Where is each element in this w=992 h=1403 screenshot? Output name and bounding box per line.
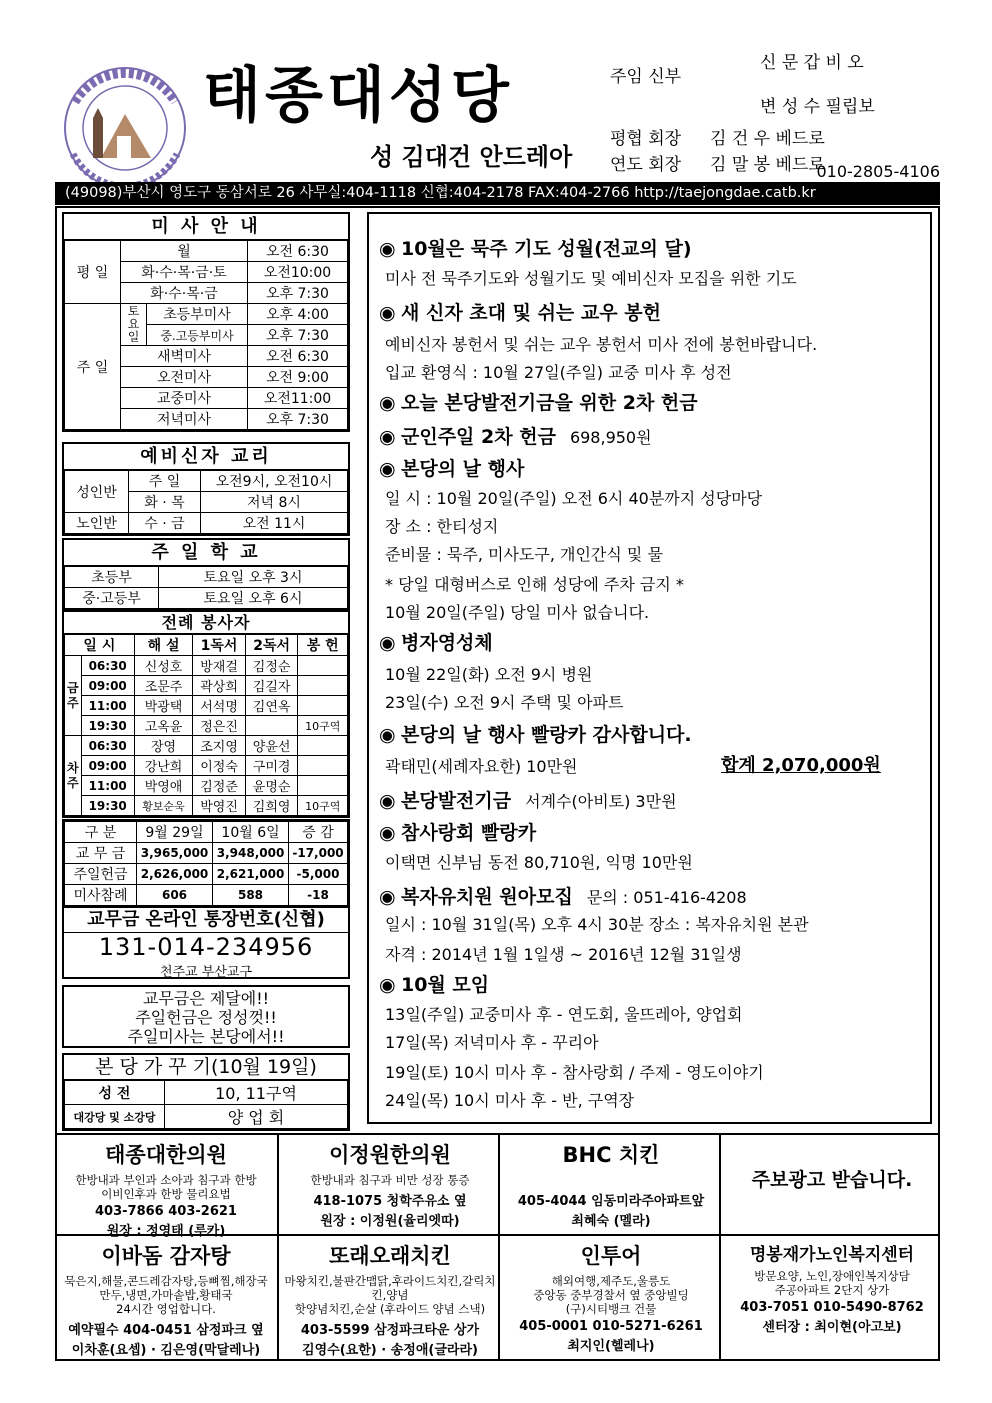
staff-name: 김 말 봉 베드로 bbox=[710, 155, 825, 175]
notice-heading-text: 오늘 본당발전기금을 위한 2차 헌금 bbox=[401, 392, 698, 414]
target-bullet-icon: ◉ bbox=[379, 790, 396, 812]
sunday-label: 주 일 bbox=[65, 304, 121, 430]
decoration-label: 성 전 bbox=[65, 1081, 165, 1105]
ad-box bbox=[279, 1236, 501, 1358]
finance-header: 증 감 bbox=[289, 822, 348, 843]
ad-desc-line: 이비인후과 한방 물리요법 bbox=[101, 1187, 231, 1201]
notice-heading-text: 10월 모임 bbox=[401, 974, 490, 996]
liturgy-cell bbox=[298, 676, 348, 696]
target-bullet-icon: ◉ bbox=[379, 974, 396, 996]
notice-line: 17일(목) 저녁미사 후 - 꾸리아 bbox=[385, 1033, 599, 1052]
mass-schedule bbox=[62, 212, 350, 432]
ad-desc-line: (구)시티뱅크 건물 bbox=[565, 1302, 657, 1316]
notice-heading bbox=[379, 818, 536, 845]
ad-name: 태종대한의원 bbox=[105, 1143, 227, 1167]
target-bullet-icon: ◉ bbox=[379, 238, 396, 260]
contact-phone: 010-2805-4106 bbox=[816, 162, 940, 181]
liturgy-row bbox=[65, 676, 348, 696]
ad-owner: 센터장 : 최이현(아고보) bbox=[762, 1320, 902, 1335]
account-number: 131-014-234956 bbox=[98, 933, 314, 961]
finance-row bbox=[65, 864, 348, 885]
notice-heading-extra: 서계수(아비토) 3만원 bbox=[525, 792, 677, 811]
slogan-box bbox=[62, 985, 350, 1048]
liturgy-cell: 윤명순 bbox=[245, 776, 298, 796]
notice-line: 이택면 신부님 동전 80,710원, 익명 10만원 bbox=[385, 853, 693, 872]
liturgy-row bbox=[65, 736, 348, 756]
liturgy-cell: 김정준 bbox=[193, 776, 246, 796]
ad-desc-line: 만두,냉면,가마솥밥,황태국 bbox=[99, 1288, 233, 1302]
liturgy-cell: 이정숙 bbox=[193, 756, 246, 776]
liturgy-time: 19:30 bbox=[81, 796, 134, 816]
school-group: 초등부 bbox=[65, 567, 159, 588]
liturgy-cell: 강난희 bbox=[134, 756, 193, 776]
church-logo bbox=[55, 62, 205, 190]
ad-name: 인투어 bbox=[580, 1244, 642, 1268]
class-time: 오전9시, 오전10시 bbox=[201, 471, 348, 492]
account-title: 교무금 온라인 통장번호(신협) bbox=[64, 908, 348, 933]
liturgy-cell bbox=[298, 736, 348, 756]
ad-desc-line: 방문요양, 노인,장애인복지상담 bbox=[754, 1269, 910, 1283]
finance-label: 미사참례 bbox=[65, 885, 137, 906]
mass-time: 오후 7:30 bbox=[248, 325, 348, 346]
catechumen-table bbox=[64, 470, 348, 534]
mass-name: 오전미사 bbox=[121, 367, 248, 388]
liturgy-cell: 김연옥 bbox=[245, 696, 298, 716]
liturgy-title: 전례 봉사자 bbox=[64, 612, 348, 634]
mass-name: 중.고등부미사 bbox=[147, 325, 248, 346]
liturgy-cell: 방재걸 bbox=[193, 656, 246, 676]
ad-name: BHC 치킨 bbox=[562, 1143, 660, 1167]
notices-panel bbox=[367, 212, 932, 1124]
ad-box bbox=[55, 1236, 277, 1358]
liturgy-time: 19:30 bbox=[81, 716, 134, 736]
liturgy-cell: 10구역 bbox=[298, 716, 348, 736]
school-time: 토요일 오후 3시 bbox=[159, 567, 348, 588]
saturday-label: 토요일 bbox=[121, 304, 147, 346]
slogan-line: 교무금은 제달에!! bbox=[142, 989, 270, 1008]
decoration-box bbox=[62, 1053, 350, 1131]
mass-name: 초등부미사 bbox=[147, 304, 248, 325]
notice-heading bbox=[379, 234, 692, 261]
target-bullet-icon: ◉ bbox=[379, 632, 396, 654]
liturgy-cell: 박광택 bbox=[134, 696, 193, 716]
mass-time: 오후 7:30 bbox=[248, 409, 348, 430]
finance-header: 10월 6일 bbox=[213, 822, 289, 843]
ad-owner: 최혜숙 (멜라) bbox=[571, 1214, 651, 1229]
finance-label: 주일헌금 bbox=[65, 864, 137, 885]
patron-saint: 성 김대건 안드레아 bbox=[370, 143, 573, 171]
notice-line: 10월 20일(주일) 당일 미사 없습니다. bbox=[385, 603, 650, 622]
ad-box bbox=[721, 1135, 943, 1238]
liturgy-row bbox=[65, 776, 348, 796]
notice-heading-text: 새 신자 초대 및 쉬는 교우 봉헌 bbox=[401, 302, 661, 324]
staff-name: 김 건 우 베드로 bbox=[710, 129, 825, 149]
liturgy-table bbox=[64, 634, 348, 816]
class-day: 주 일 bbox=[129, 471, 201, 492]
mass-day: 화·수·목·금 bbox=[121, 283, 248, 304]
liturgy-cell: 고옥윤 bbox=[134, 716, 193, 736]
ad-name: 또래오래치킨 bbox=[329, 1244, 451, 1268]
finance-value: 588 bbox=[213, 885, 289, 906]
liturgy-cell: 조지영 bbox=[193, 736, 246, 756]
finance-box bbox=[62, 819, 350, 908]
finance-value: -5,000 bbox=[289, 864, 348, 885]
notice-heading-text: 10월은 묵주 기도 성월(전교의 달) bbox=[401, 238, 692, 260]
liturgy-row bbox=[65, 656, 348, 676]
ad-owner: 최지인(헬레나) bbox=[567, 1339, 655, 1354]
ad-owner: 원장 : 이정원(율리엣따) bbox=[320, 1214, 460, 1229]
staff-role: 평협 회장 bbox=[610, 129, 682, 149]
liturgy-cell: 김길자 bbox=[245, 676, 298, 696]
ad-desc-line: 한방내과 침구과 비만 성장 통증 bbox=[310, 1173, 470, 1187]
finance-value: 3,965,000 bbox=[137, 843, 213, 864]
target-bullet-icon: ◉ bbox=[379, 822, 396, 844]
liturgy-time: 06:30 bbox=[81, 656, 134, 676]
notice-heading bbox=[379, 422, 652, 449]
ad-name: 명봉재가노인복지센터 bbox=[749, 1245, 915, 1265]
notice-heading bbox=[379, 786, 677, 813]
sunday-school-table bbox=[64, 566, 348, 609]
class-label: 노인반 bbox=[65, 513, 129, 534]
ad-name: 이정원한의원 bbox=[329, 1143, 451, 1167]
notice-heading bbox=[379, 298, 661, 325]
liturgy-time: 06:30 bbox=[81, 736, 134, 756]
finance-rows bbox=[65, 843, 348, 906]
notice-line: 예비신자 봉헌서 및 쉬는 교우 봉헌서 미사 전에 봉헌바랍니다. bbox=[385, 335, 818, 354]
class-day: 화 · 목 bbox=[129, 492, 201, 513]
mass-name: 새벽미사 bbox=[121, 346, 248, 367]
notice-heading-extra: 문의 : 051-416-4208 bbox=[586, 888, 747, 907]
notice-line: 준비물 : 묵주, 미사도구, 개인간식 및 물 bbox=[385, 545, 663, 564]
liturgy-header: 봉 헌 bbox=[298, 635, 348, 656]
ad-desc-line: 핫양념치킨,순살 (후라이드 양념 스낵) bbox=[294, 1302, 486, 1316]
ad-phone: 403-5599 삼정파크타운 상가 bbox=[300, 1323, 480, 1338]
notice-line: 19일(토) 10시 미사 후 - 참사랑회 / 주제 - 영도이야기 bbox=[385, 1063, 764, 1082]
ad-desc-line: 주공아파트 2단지 상가 bbox=[774, 1283, 890, 1297]
slogan-line: 주일미사는 본당에서!! bbox=[127, 1027, 285, 1046]
notice-heading bbox=[379, 970, 489, 997]
school-time: 토요일 오후 6시 bbox=[159, 588, 348, 609]
account-box bbox=[62, 906, 350, 979]
target-bullet-icon: ◉ bbox=[379, 392, 396, 414]
staff-name: 변 성 수 필립보 bbox=[760, 97, 875, 117]
school-group: 중·고등부 bbox=[65, 588, 159, 609]
finance-value: 606 bbox=[137, 885, 213, 906]
finance-value: 2,626,000 bbox=[137, 864, 213, 885]
notice-heading-extra: 698,950원 bbox=[569, 428, 652, 447]
sunday-school-title: 주 일 학 교 bbox=[64, 540, 348, 566]
ad-phone: 418-1075 청학주유소 옆 bbox=[313, 1194, 467, 1209]
ad-box bbox=[279, 1135, 501, 1238]
liturgy-cell: 조문주 bbox=[134, 676, 193, 696]
catechumen-box bbox=[62, 442, 350, 536]
notice-heading bbox=[379, 628, 493, 655]
ad-desc-line: 중앙동 중부경찰서 옆 중앙빌딩 bbox=[533, 1288, 689, 1302]
liturgy-cell: 10구역 bbox=[298, 796, 348, 816]
liturgy-cell: 정은진 bbox=[193, 716, 246, 736]
ad-description bbox=[279, 1274, 501, 1316]
notice-heading bbox=[379, 882, 747, 909]
notice-line: 미사 전 묵주기도와 성월기도 및 예비신자 모집을 위한 기도 bbox=[385, 269, 797, 288]
class-label: 성인반 bbox=[65, 471, 129, 513]
notice-heading bbox=[379, 388, 698, 415]
ad-owner: 원장 : 정영태 (루카) bbox=[106, 1224, 226, 1239]
liturgy-row bbox=[65, 756, 348, 776]
ad-box bbox=[55, 1135, 277, 1238]
notice-line: 10월 22일(화) 오전 9시 병원 bbox=[385, 665, 593, 684]
ad-owner: 김영수(요한) · 송정애(글라라) bbox=[302, 1343, 478, 1358]
staff-role: 주임 신부 bbox=[610, 67, 682, 87]
notice-line: 일 시 : 10월 20일(주일) 오전 6시 40분까지 성당마당 bbox=[385, 489, 763, 508]
liturgy-cell: 장영 bbox=[134, 736, 193, 756]
weekday-label: 평 일 bbox=[65, 241, 121, 304]
address-bar: (49098)부산시 영도구 동삼서로 26 사무실:404-1118 신협:404-2178 FAX:404-2766 http://taejongdae.catb.kr bbox=[55, 182, 940, 205]
ad-box bbox=[721, 1236, 943, 1339]
notice-line: 입교 환영식 : 10월 27일(주일) 교중 미사 후 성전 bbox=[385, 363, 732, 382]
liturgy-row bbox=[65, 716, 348, 736]
ad-description bbox=[500, 1274, 722, 1316]
mass-day: 화·수·목·금·토 bbox=[121, 262, 248, 283]
decoration-title: 본 당 가 꾸 기(10월 19일) bbox=[64, 1055, 348, 1080]
notice-heading bbox=[379, 454, 524, 481]
class-time: 저녁 8시 bbox=[201, 492, 348, 513]
notice-line: 23일(수) 오전 9시 주택 및 아파트 bbox=[385, 693, 624, 712]
liturgy-cell bbox=[298, 776, 348, 796]
liturgy-time: 09:00 bbox=[81, 676, 134, 696]
finance-header: 구 분 bbox=[65, 822, 137, 843]
staff-name: 신 문 갑 비 오 bbox=[760, 53, 864, 73]
mass-time: 오전 6:30 bbox=[248, 346, 348, 367]
notice-line: 곽태민(세례자요한) 10만원 bbox=[385, 757, 578, 776]
liturgy-cell: 박영진 bbox=[193, 796, 246, 816]
notice-heading-text: 본당의 날 행사 bbox=[401, 458, 525, 480]
notice-heading-text: 본당의 날 행사 빨랑카 감사합니다. bbox=[401, 724, 692, 746]
ad-phone: 예약필수 404-0451 삼정파크 옆 bbox=[68, 1323, 264, 1338]
liturgy-cell: 황보순욱 bbox=[134, 796, 193, 816]
ad-desc-line: 24시간 영업합니다. bbox=[116, 1302, 216, 1316]
ad-name: 주보광고 받습니다. bbox=[751, 1169, 913, 1191]
liturgy-header: 일 시 bbox=[65, 635, 135, 656]
finance-value: 2,621,000 bbox=[213, 864, 289, 885]
ad-name: 이바돔 감자탕 bbox=[101, 1244, 231, 1268]
account-owner: 천주교 부산교구 bbox=[159, 965, 253, 980]
ad-phone: 403-7866 403-2621 bbox=[95, 1204, 237, 1219]
liturgy-box bbox=[62, 610, 350, 818]
ad-phone: 405-4044 임동미라주아파트앞 bbox=[517, 1194, 705, 1209]
liturgy-header: 1독서 bbox=[193, 635, 246, 656]
finance-row bbox=[65, 885, 348, 906]
liturgy-time: 11:00 bbox=[81, 776, 134, 796]
liturgy-time: 09:00 bbox=[81, 756, 134, 776]
ad-desc-line: 마왕치킨,불판간맵닭,후라이드치킨,갈릭치킨,양념 bbox=[284, 1274, 496, 1302]
target-bullet-icon: ◉ bbox=[379, 724, 396, 746]
liturgy-header: 해 설 bbox=[134, 635, 193, 656]
liturgy-cell: 박영애 bbox=[134, 776, 193, 796]
mass-time: 오후 7:30 bbox=[248, 283, 348, 304]
ad-box bbox=[500, 1236, 722, 1354]
ad-spacer bbox=[500, 1169, 722, 1187]
slogan-line: 주일헌금은 정성껏!! bbox=[135, 1008, 277, 1027]
finance-label: 교 무 금 bbox=[65, 843, 137, 864]
liturgy-row bbox=[65, 796, 348, 816]
liturgy-cell bbox=[298, 756, 348, 776]
notice-heading bbox=[379, 720, 692, 747]
mass-time: 오전 6:30 bbox=[248, 241, 348, 262]
target-bullet-icon: ◉ bbox=[379, 302, 396, 324]
notice-heading-text: 군인주일 2차 헌금 bbox=[401, 426, 556, 448]
notice-line: 자격 : 2014년 1월 1일생 ~ 2016년 12월 31일생 bbox=[385, 945, 742, 964]
decoration-table bbox=[64, 1080, 348, 1129]
notice-line: 13일(주일) 교중미사 후 - 연도회, 울뜨레아, 양업회 bbox=[385, 1005, 743, 1024]
notice-heading-text: 병자영성체 bbox=[401, 632, 493, 654]
header bbox=[55, 40, 940, 180]
mass-time: 오전11:00 bbox=[248, 388, 348, 409]
mass-day: 월 bbox=[121, 241, 248, 262]
liturgy-header: 2독서 bbox=[245, 635, 298, 656]
mass-name: 교중미사 bbox=[121, 388, 248, 409]
liturgy-time: 11:00 bbox=[81, 696, 134, 716]
class-day: 수 · 금 bbox=[129, 513, 201, 534]
finance-value: 3,948,000 bbox=[213, 843, 289, 864]
notice-line: 일시 : 10월 31일(목) 오후 4시 30분 장소 : 복자유치원 본관 bbox=[385, 915, 809, 934]
mass-table bbox=[64, 240, 348, 430]
ad-owner: 이차훈(요셉) · 김은영(막달레나) bbox=[71, 1343, 261, 1358]
liturgy-cell bbox=[298, 656, 348, 676]
liturgy-cell: 김정순 bbox=[245, 656, 298, 676]
liturgy-cell: 김희영 bbox=[245, 796, 298, 816]
liturgy-cell: 구미경 bbox=[245, 756, 298, 776]
ad-desc-line: 묵은지,해물,콘드레감자탕,등뼈찜,해장국 bbox=[64, 1274, 268, 1288]
ad-phone: 405-0001 010-5271-6261 bbox=[519, 1319, 703, 1334]
ad-description bbox=[55, 1274, 277, 1316]
notice-heading-text: 본당발전기금 bbox=[401, 790, 512, 812]
target-bullet-icon: ◉ bbox=[379, 458, 396, 480]
decoration-label: 대강당 및 소강당 bbox=[65, 1105, 165, 1129]
ad-desc-line: 한방내과 부인과 소아과 침구과 한방 bbox=[75, 1173, 257, 1187]
decoration-value: 양 업 회 bbox=[165, 1105, 348, 1129]
notice-line: * 당일 대형버스로 인해 성당에 주차 금지 * bbox=[385, 575, 684, 594]
sunday-school-box bbox=[62, 538, 350, 611]
liturgy-row bbox=[65, 696, 348, 716]
liturgy-rows bbox=[65, 656, 348, 816]
notice-heading-text: 참사랑회 빨랑카 bbox=[401, 822, 537, 844]
mass-name: 저녁미사 bbox=[121, 409, 248, 430]
ad-desc-line: 해외여행,제주도,울릉도 bbox=[551, 1274, 671, 1288]
catechumen-title: 예비신자 교리 bbox=[64, 444, 348, 470]
finance-row bbox=[65, 843, 348, 864]
church-title: 태종대성당 bbox=[203, 61, 513, 131]
target-bullet-icon: ◉ bbox=[379, 426, 396, 448]
mass-time: 오후 4:00 bbox=[248, 304, 348, 325]
liturgy-cell: 서석명 bbox=[193, 696, 246, 716]
mass-time: 오전10:00 bbox=[248, 262, 348, 283]
notice-line: 24일(목) 10시 미사 후 - 반, 구역장 bbox=[385, 1091, 635, 1110]
notice-line: 장 소 : 한티성지 bbox=[385, 517, 499, 536]
target-bullet-icon: ◉ bbox=[379, 886, 396, 908]
ad-description bbox=[279, 1173, 501, 1187]
liturgy-cell: 양윤선 bbox=[245, 736, 298, 756]
decoration-value: 10, 11구역 bbox=[165, 1081, 348, 1105]
liturgy-cell: 곽상희 bbox=[193, 676, 246, 696]
ads-section bbox=[55, 1133, 940, 1361]
liturgy-cell bbox=[298, 696, 348, 716]
finance-value: -17,000 bbox=[289, 843, 348, 864]
ad-description bbox=[721, 1269, 943, 1297]
ad-description bbox=[55, 1173, 277, 1201]
finance-header: 9월 29일 bbox=[137, 822, 213, 843]
finance-table bbox=[64, 821, 348, 906]
staff-role: 연도 회장 bbox=[610, 155, 682, 175]
donation-total: 합계 2,070,000원 bbox=[721, 755, 881, 776]
finance-value: -18 bbox=[289, 885, 348, 906]
liturgy-cell bbox=[245, 716, 298, 736]
mass-title: 미 사 안 내 bbox=[64, 214, 348, 240]
notice-heading-text: 복자유치원 원아모집 bbox=[401, 886, 573, 908]
mass-time: 오전 9:00 bbox=[248, 367, 348, 388]
ad-box bbox=[500, 1135, 722, 1238]
liturgy-group-label: 차주 bbox=[65, 736, 82, 816]
class-time: 오전 11시 bbox=[201, 513, 348, 534]
liturgy-cell: 신성호 bbox=[134, 656, 193, 676]
ad-phone: 403-7051 010-5490-8762 bbox=[740, 1300, 924, 1315]
liturgy-group-label: 금주 bbox=[65, 656, 82, 736]
